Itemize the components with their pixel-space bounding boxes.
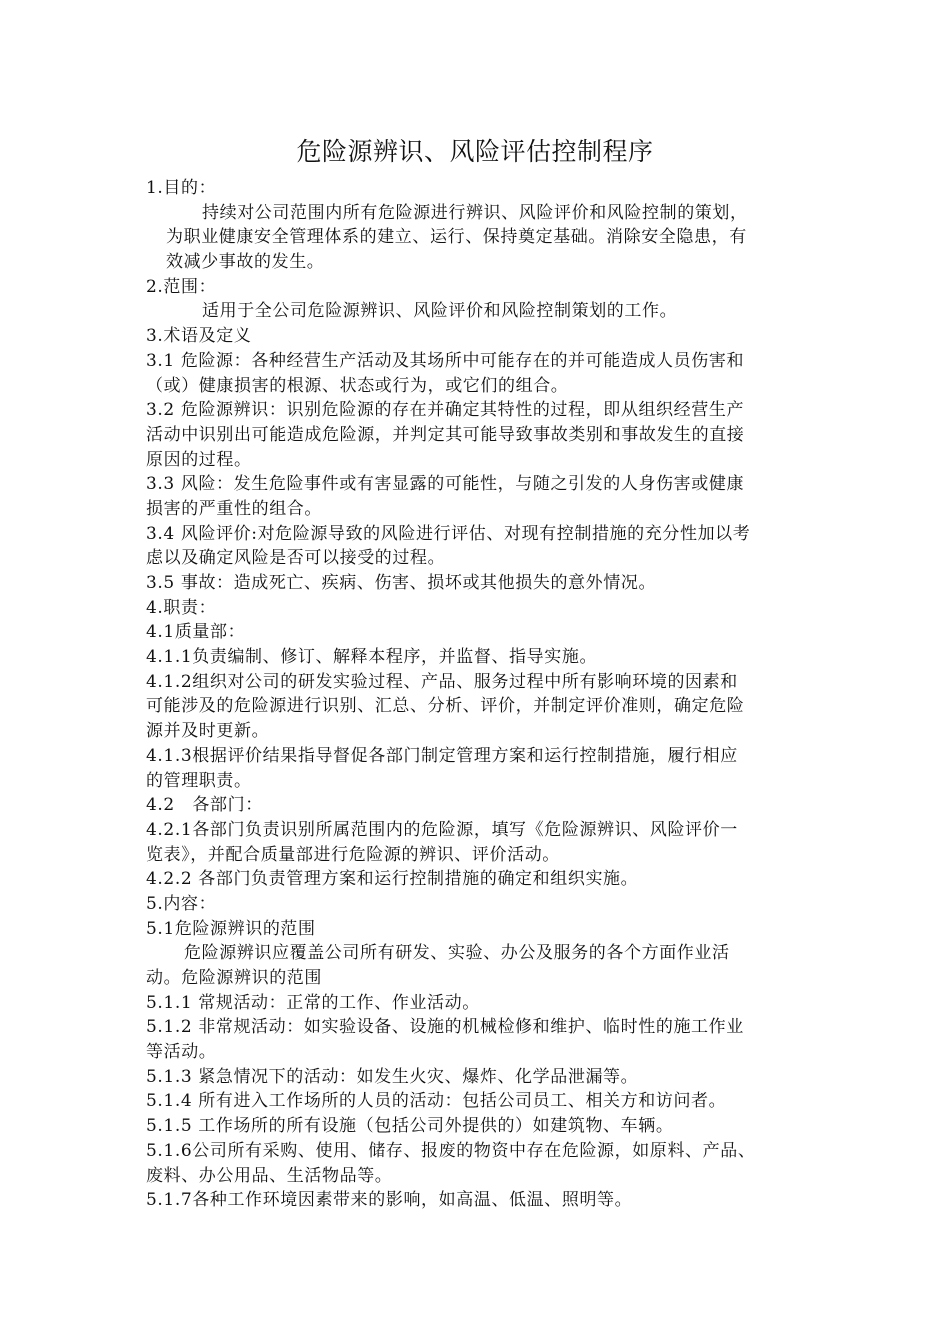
- subsection-heading: 4.1质量部：: [146, 622, 246, 643]
- paragraph-line: 虑以及确定风险是否可以接受的过程。: [146, 548, 446, 569]
- paragraph-line: 5.1.1 常规活动：正常的工作、作业活动。: [146, 992, 480, 1013]
- paragraph-line: 5.1.5 工作场所的所有设施（包括公司外提供的）如建筑物、车辆。: [146, 1116, 674, 1137]
- section-heading: 3.术语及定义: [146, 326, 252, 347]
- section-heading: 2.范围：: [146, 276, 217, 297]
- paragraph-line: 效减少事故的发生。: [166, 252, 325, 273]
- paragraph-line: 危险源辨识应覆盖公司所有研发、实验、办公及服务的各个方面作业活: [184, 943, 730, 964]
- paragraph-line: 适用于全公司危险源辨识、风险评价和风险控制策划的工作。: [202, 301, 678, 322]
- paragraph-line: 可能涉及的危险源进行识别、汇总、分析、评价，并制定评价准则，确定危险: [146, 696, 745, 717]
- section-heading: 1.目的：: [146, 178, 217, 198]
- paragraph-line: 览表》，并配合质量部进行危险源的辨识、评价活动。: [146, 844, 560, 865]
- paragraph-line: 源并及时更新。: [146, 721, 270, 742]
- paragraph-line: 4.2.1各部门负责识别所属范围内的危险源，填写《危险源辨识、风险评价一: [146, 819, 738, 840]
- paragraph-line: 原因的过程。: [146, 449, 252, 470]
- subsection-heading: 5.1危险源辨识的范围: [146, 918, 316, 939]
- paragraph-line: 5.1.2 非常规活动：如实验设备、设施的机械检修和维护、临时性的施工作业: [146, 1017, 744, 1038]
- paragraph-line: 3.2 危险源辨识：识别危险源的存在并确定其特性的过程，即从组织经营生产: [146, 400, 745, 421]
- paragraph-line: 动。危险源辨识的范围: [146, 968, 322, 988]
- paragraph-line: 3.4 风险评价:对危险源导致的风险进行评估、对现有控制措施的充分性加以考: [146, 523, 751, 544]
- paragraph-line: 5.1.7各种工作环境因素带来的影响，如高温、低温、照明等。: [146, 1190, 633, 1211]
- paragraph-line: 4.2.2 各部门负责管理方案和运行控制措施的确定和组织实施。: [146, 869, 639, 890]
- paragraph-line: 等活动。: [146, 1042, 217, 1063]
- paragraph-line: 5.1.6公司所有采购、使用、储存、报废的物资中存在危险源，如原料、产品、: [146, 1140, 756, 1161]
- subsection-heading: 4.2 各部门：: [146, 795, 263, 816]
- paragraph-line: 4.1.1负责编制、修订、解释本程序，并监督、指导实施。: [146, 647, 598, 668]
- paragraph-line: 废料、办公用品、生活物品等。: [146, 1165, 393, 1186]
- section-heading: 4.职责：: [146, 597, 217, 618]
- paragraph-line: 损害的严重性的组合。: [146, 498, 322, 519]
- section-heading: 5.内容：: [146, 893, 217, 914]
- document-title: 危险源辨识、风险评估控制程序: [296, 137, 654, 166]
- paragraph-line: （或）健康损害的根源、状态或行为，或它们的组合。: [146, 375, 569, 396]
- paragraph-line: 为职业健康安全管理体系的建立、运行、保持奠定基础。消除安全隐患，有: [166, 227, 747, 248]
- paragraph-line: 4.1.3根据评价结果指导督促各部门制定管理方案和运行控制措施，履行相应: [146, 745, 738, 766]
- paragraph-line: 3.1 危险源：各种经营生产活动及其场所中可能存在的并可能造成人员伤害和: [146, 350, 745, 371]
- paragraph-line: 4.1.2组织对公司的研发实验过程、产品、服务过程中所有影响环境的因素和: [146, 671, 738, 692]
- paragraph-line: 5.1.3 紧急情况下的活动：如发生火灾、爆炸、化学品泄漏等。: [146, 1066, 639, 1087]
- paragraph-line: 持续对公司范围内所有危险源进行辨识、风险评价和风险控制的策划，: [202, 202, 748, 223]
- paragraph-line: 3.5 事故：造成死亡、疾病、伤害、损坏或其他损失的意外情况。: [146, 573, 657, 593]
- paragraph-line: 活动中识别出可能造成危险源，并判定其可能导致事故类别和事故发生的直接: [146, 424, 745, 445]
- document-body: [146, 176, 811, 1213]
- paragraph-line: 3.3 风险：发生危险事件或有害显露的可能性，与随之引发的人身伤害或健康: [146, 474, 745, 495]
- paragraph-line: 的管理职责。: [146, 770, 252, 791]
- paragraph-line: 5.1.4 所有进入工作场所的人员的活动：包括公司员工、相关方和访问者。: [146, 1091, 727, 1112]
